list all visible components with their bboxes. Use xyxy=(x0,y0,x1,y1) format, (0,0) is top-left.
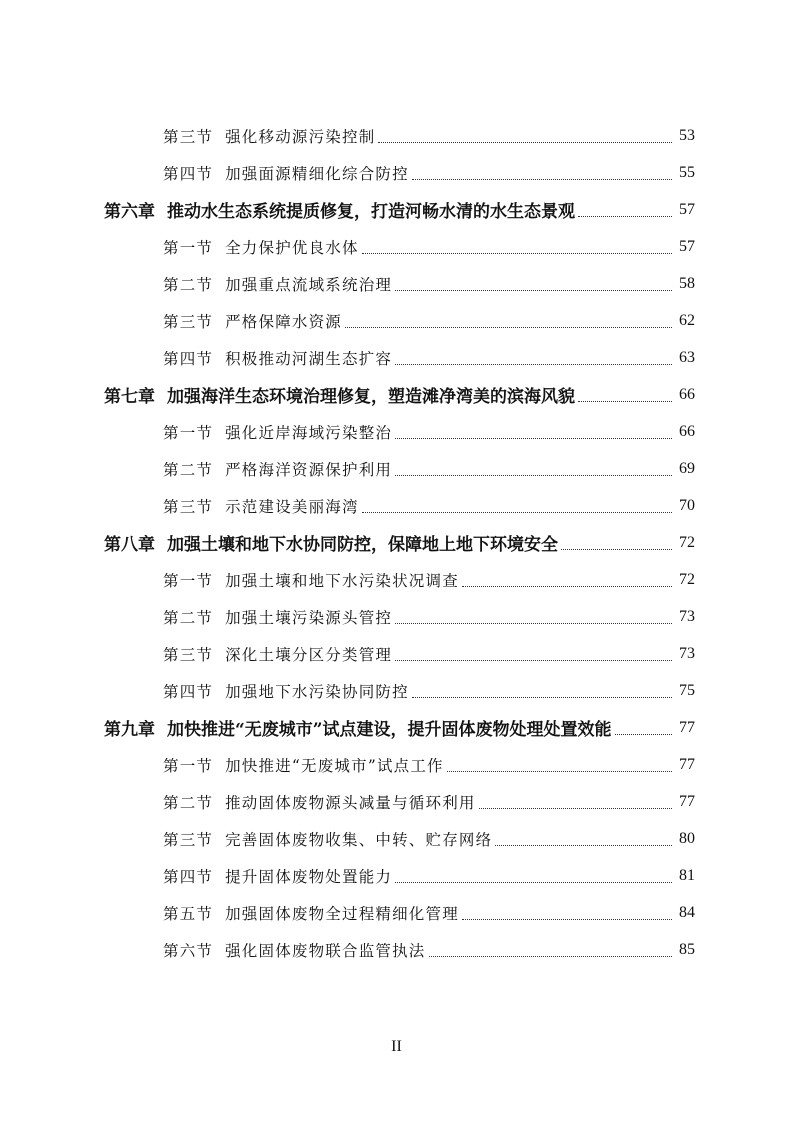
dot-leader xyxy=(479,807,672,809)
toc-entry-title: 加快推进“无废城市”试点工作 xyxy=(225,756,444,775)
toc-entry-page: 62 xyxy=(679,311,695,329)
toc-section-entry[interactable] xyxy=(0,413,793,450)
toc-entry-number: 第三节 xyxy=(163,645,214,664)
toc-entry-page: 72 xyxy=(679,533,695,551)
toc-entry-page: 66 xyxy=(679,385,695,403)
toc-section-entry[interactable] xyxy=(0,154,793,191)
toc-entry-number: 第一节 xyxy=(163,238,214,257)
dot-leader xyxy=(395,622,672,624)
dot-leader xyxy=(495,844,672,846)
toc-entry-number: 第二节 xyxy=(163,460,214,479)
dot-leader xyxy=(429,955,672,957)
dot-leader xyxy=(395,881,672,883)
toc-entry-title: 加强土壤和地下水污染状况调查 xyxy=(225,571,459,590)
dot-leader xyxy=(462,585,672,587)
toc-entry-number: 第一节 xyxy=(163,756,214,775)
toc-section-entry[interactable] xyxy=(0,783,793,820)
dot-leader xyxy=(362,511,672,513)
toc-entry-number: 第四节 xyxy=(163,349,214,368)
toc-entry-number: 第三节 xyxy=(163,127,214,146)
toc-entry-number: 第三节 xyxy=(163,312,214,331)
dot-leader xyxy=(462,918,672,920)
toc-entry-number: 第六节 xyxy=(163,941,214,960)
dot-leader xyxy=(395,474,672,476)
table-of-contents xyxy=(0,117,793,968)
toc-section-entry[interactable] xyxy=(0,894,793,931)
toc-entry-page: 73 xyxy=(679,644,695,662)
toc-chapter-entry[interactable] xyxy=(0,191,793,228)
toc-entry-page: 53 xyxy=(679,126,695,144)
toc-entry-title: 强化固体废物联合监管执法 xyxy=(225,941,426,960)
toc-entry-title: 加强地下水污染协同防控 xyxy=(225,682,409,701)
toc-section-entry[interactable] xyxy=(0,635,793,672)
dot-leader xyxy=(447,770,672,772)
toc-section-entry[interactable] xyxy=(0,302,793,339)
toc-section-entry[interactable] xyxy=(0,561,793,598)
toc-section-entry[interactable] xyxy=(0,117,793,154)
toc-entry-page: 69 xyxy=(679,459,695,477)
toc-entry-title: 严格海洋资源保护利用 xyxy=(225,460,393,479)
toc-entry-title: 示范建设美丽海湾 xyxy=(225,497,359,516)
toc-section-entry[interactable] xyxy=(0,672,793,709)
toc-entry-title: 加强海洋生态环境治理修复，塑造滩净湾美的滨海风貌 xyxy=(167,387,575,407)
toc-entry-page: 80 xyxy=(679,829,695,847)
toc-entry-title: 加快推进“无废城市”试点建设，提升固体废物处理处置效能 xyxy=(167,720,612,740)
dot-leader xyxy=(578,400,672,402)
dot-leader xyxy=(378,141,672,143)
toc-entry-title: 加强固体废物全过程精细化管理 xyxy=(225,904,459,923)
toc-section-entry[interactable] xyxy=(0,487,793,524)
toc-entry-number: 第四节 xyxy=(163,682,214,701)
toc-entry-title: 加强面源精细化综合防控 xyxy=(225,164,409,183)
toc-chapter-entry[interactable] xyxy=(0,709,793,746)
page-number: II xyxy=(391,1038,402,1055)
toc-entry-page: 77 xyxy=(679,792,695,810)
dot-leader xyxy=(395,659,672,661)
toc-entry-page: 85 xyxy=(679,940,695,958)
toc-entry-title: 严格保障水资源 xyxy=(225,312,343,331)
toc-entry-number: 第三节 xyxy=(163,830,214,849)
toc-entry-number: 第二节 xyxy=(163,608,214,627)
toc-entry-number: 第五节 xyxy=(163,904,214,923)
toc-entry-number: 第二节 xyxy=(163,275,214,294)
page-number-footer xyxy=(0,1038,793,1056)
toc-entry-number: 第八章 xyxy=(104,535,155,555)
dot-leader xyxy=(412,696,672,698)
toc-entry-page: 63 xyxy=(679,348,695,366)
toc-section-entry[interactable] xyxy=(0,931,793,968)
toc-entry-number: 第三节 xyxy=(163,497,214,516)
toc-section-entry[interactable] xyxy=(0,339,793,376)
toc-section-entry[interactable] xyxy=(0,820,793,857)
toc-section-entry[interactable] xyxy=(0,857,793,894)
toc-entry-number: 第二节 xyxy=(163,793,214,812)
toc-section-entry[interactable] xyxy=(0,265,793,302)
toc-entry-number: 第一节 xyxy=(163,423,214,442)
toc-section-entry[interactable] xyxy=(0,746,793,783)
toc-entry-number: 第六章 xyxy=(104,202,155,222)
toc-chapter-entry[interactable] xyxy=(0,376,793,413)
toc-entry-title: 提升固体废物处置能力 xyxy=(225,867,393,886)
dot-leader xyxy=(345,326,672,328)
toc-entry-page: 72 xyxy=(679,570,695,588)
toc-entry-number: 第四节 xyxy=(163,164,214,183)
toc-entry-page: 66 xyxy=(679,422,695,440)
toc-entry-page: 70 xyxy=(679,496,695,514)
toc-entry-page: 77 xyxy=(679,718,695,736)
toc-entry-title: 加强土壤和地下水协同防控，保障地上地下环境安全 xyxy=(167,535,558,555)
toc-entry-page: 81 xyxy=(679,866,695,884)
toc-entry-title: 完善固体废物收集、中转、贮存网络 xyxy=(225,830,493,849)
toc-entry-page: 84 xyxy=(679,903,695,921)
toc-section-entry[interactable] xyxy=(0,598,793,635)
toc-entry-page: 57 xyxy=(679,237,695,255)
toc-entry-page: 77 xyxy=(679,755,695,773)
toc-entry-title: 推动固体废物源头减量与循环利用 xyxy=(225,793,476,812)
toc-entry-title: 加强重点流域系统治理 xyxy=(225,275,393,294)
dot-leader xyxy=(561,548,672,550)
toc-entry-title: 强化移动源污染控制 xyxy=(225,127,376,146)
toc-entry-title: 全力保护优良水体 xyxy=(225,238,359,257)
toc-section-entry[interactable] xyxy=(0,450,793,487)
toc-entry-number: 第一节 xyxy=(163,571,214,590)
toc-entry-title: 加强土壤污染源头管控 xyxy=(225,608,393,627)
toc-entry-title: 推动水生态系统提质修复，打造河畅水清的水生态景观 xyxy=(167,202,575,222)
dot-leader xyxy=(395,363,672,365)
toc-entry-title: 深化土壤分区分类管理 xyxy=(225,645,393,664)
dot-leader xyxy=(412,178,672,180)
toc-entry-number: 第七章 xyxy=(104,387,155,407)
toc-entry-page: 75 xyxy=(679,681,695,699)
toc-entry-title: 强化近岸海域污染整治 xyxy=(225,423,393,442)
toc-entry-page: 58 xyxy=(679,274,695,292)
toc-section-entry[interactable] xyxy=(0,228,793,265)
dot-leader xyxy=(578,215,672,217)
toc-entry-title: 积极推动河湖生态扩容 xyxy=(225,349,393,368)
dot-leader xyxy=(362,252,672,254)
dot-leader xyxy=(615,733,672,735)
toc-entry-number: 第四节 xyxy=(163,867,214,886)
dot-leader xyxy=(395,437,672,439)
toc-entry-number: 第九章 xyxy=(104,720,155,740)
toc-entry-page: 57 xyxy=(679,200,695,218)
toc-entry-page: 73 xyxy=(679,607,695,625)
dot-leader xyxy=(395,289,672,291)
toc-chapter-entry[interactable] xyxy=(0,524,793,561)
toc-entry-page: 55 xyxy=(679,163,695,181)
